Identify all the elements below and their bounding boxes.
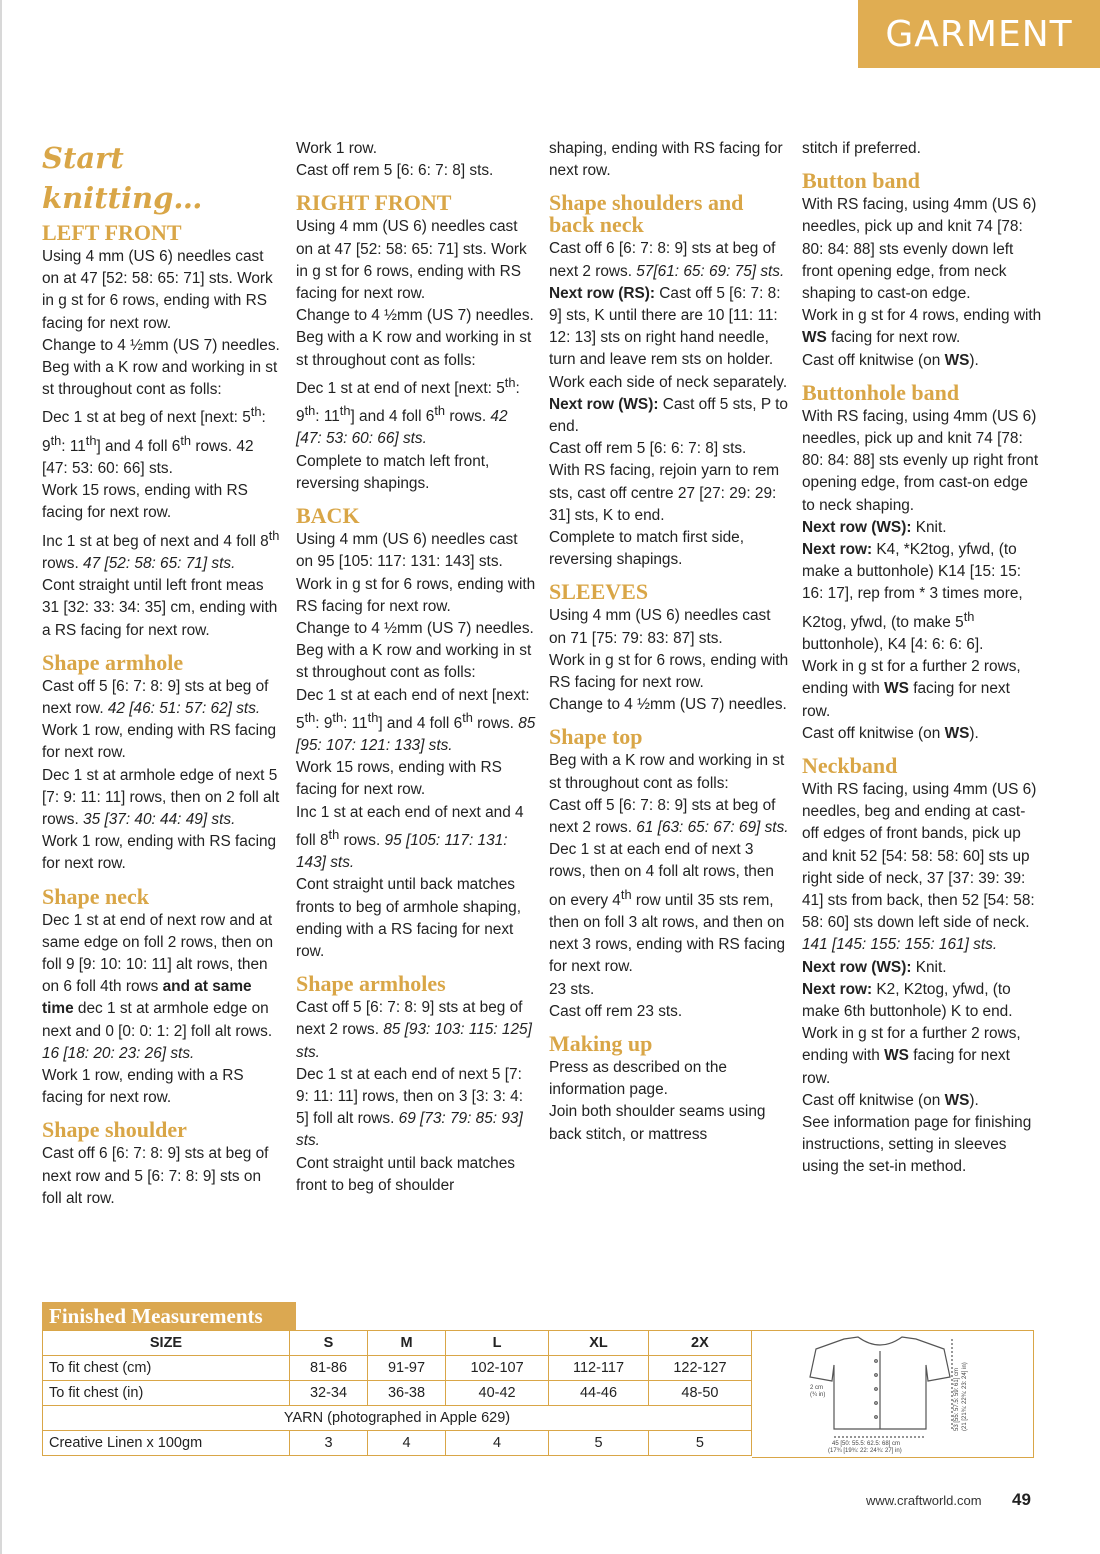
diagram-label: (17¾ [19¾: 22: 24¾: 27] in) bbox=[828, 1448, 902, 1454]
paragraph: Cast off 6 [6: 7: 8: 9] sts at beg of next row and 5 [6: 7: 8: 9] sts on foll alt row. bbox=[42, 1145, 269, 1207]
heading-shape-neck: Shape neck bbox=[42, 883, 149, 909]
paragraph: Next row: K4, *K2tog, yfwd, (to make a buttonhole) K14 [15: 15: 16: 17], rep from * 3 times more, K2tog, yfwd, (to make 5th buttonhole), K4 [4: 6: 6: 6]. bbox=[802, 541, 1023, 653]
heading-left-front: LEFT FRONT bbox=[42, 220, 182, 245]
cell: 5 bbox=[648, 1431, 751, 1456]
cell: 48-50 bbox=[648, 1381, 751, 1406]
paragraph: 23 sts. bbox=[549, 980, 595, 998]
paragraph: Work 1 row. bbox=[296, 140, 377, 157]
paragraph: Change to 4 ½mm (US 7) needles. bbox=[42, 336, 280, 354]
paragraph: Cast off 5 [6: 7: 8: 9] sts at beg of next row. 42 [46: 51: 57: 62] sts. bbox=[42, 677, 269, 718]
paragraph: Change to 4 ½mm (US 7) needles. bbox=[549, 696, 787, 714]
header-l: L bbox=[446, 1331, 549, 1356]
paragraph: Cast off rem 23 sts. bbox=[549, 1002, 683, 1020]
row-label: Creative Linen x 100gm bbox=[43, 1431, 290, 1456]
diagram-label: 53 [55: 57.5: 59: 61] cm bbox=[954, 1367, 960, 1431]
cell: 40-42 bbox=[446, 1381, 549, 1406]
paragraph: Complete to match left front, reversing shapings. bbox=[296, 452, 490, 492]
paragraph: Work 15 rows, ending with RS facing for next row. bbox=[42, 482, 248, 522]
row-label: To fit chest (cm) bbox=[43, 1356, 290, 1381]
diagram-label: 2 cm bbox=[810, 1385, 824, 1391]
paragraph: Work 1 row, ending with RS facing for next row. bbox=[42, 833, 277, 873]
header-size: SIZE bbox=[43, 1331, 290, 1356]
paragraph: Using 4 mm (US 6) needles cast on 71 [75: 79: 83: 87] sts. bbox=[549, 607, 771, 647]
heading-shape-shoulder: Shape shoulder bbox=[42, 1117, 187, 1143]
cell: 36-38 bbox=[368, 1381, 446, 1406]
paragraph: Work in g st for a further 2 rows, ending with WS facing for next row. bbox=[802, 1025, 1021, 1087]
paragraph: Cast off 6 [6: 7: 8: 9] sts at beg of next 2 rows. 57[61: 65: 69: 75] sts. bbox=[549, 240, 785, 280]
paragraph: Work in g st for 4 rows, ending with WS facing for next row. bbox=[802, 307, 1042, 347]
paragraph: Next row (RS): Cast off 5 [6: 7: 8: 9] sts, K until there are 10 [11: 11: 12: 13] sts on right hand needle, turn and leave rem sts on holder. bbox=[549, 284, 781, 369]
cell: 112-117 bbox=[549, 1356, 649, 1381]
paragraph: With RS facing, using 4mm (US 6) needles, pick up and knit 74 [78: 80: 84: 88] sts evenly down left front opening edge, from neck shaping to cast-on edge. bbox=[802, 196, 1037, 303]
heading-back: BACK bbox=[296, 503, 360, 529]
page-number: 49 bbox=[1012, 1490, 1031, 1509]
header-xl: XL bbox=[549, 1331, 649, 1356]
heading-shape-top: Shape top bbox=[549, 724, 643, 750]
paragraph: Work in g st for 6 rows, ending with RS facing for next row. bbox=[549, 651, 789, 692]
paragraph: Work 1 row, ending with a RS facing for next row. bbox=[42, 1067, 244, 1107]
paragraph: Work 15 rows, ending with RS facing for next row. bbox=[296, 759, 502, 799]
paragraph: Cast off rem 5 [6: 6: 7: 8] sts. bbox=[549, 440, 747, 458]
cell: 4 bbox=[368, 1431, 446, 1456]
cell: 91-97 bbox=[368, 1356, 446, 1381]
cell: 122-127 bbox=[648, 1356, 751, 1381]
paragraph: Dec 1 st at beg of next [next: 5th: 9th: 11th] and 4 foll 6th rows. 42 [47: 53: 60: 66] sts. bbox=[42, 404, 266, 478]
column-4 bbox=[802, 138, 1042, 1179]
cell: 44-46 bbox=[549, 1381, 649, 1406]
heading-buttonhole-band: Buttonhole band bbox=[802, 379, 960, 405]
paragraph: Next row: K2, K2tog, yfwd, (to make 6th buttonhole) K to end. bbox=[802, 980, 1013, 1021]
diagram-label: 45 [50: 55.5: 62.5: 68] cm bbox=[832, 1441, 901, 1447]
paragraph: With RS facing, using 4mm (US 6) needles, beg and ending at cast-off edges of front bands, pick up and knit 52 [54: 58: 58: 60] sts up right side of neck, 37 [37: 39: 39: 41] sts from back, then 52 [54: 58: 58: 60] sts down left side of neck. 141 [145: 155: 155: 161] sts. bbox=[802, 781, 1037, 954]
garment-schematic bbox=[752, 1331, 1032, 1457]
paragraph: Dec 1 st at each end of next [next: 5th: 9th: 11th] and 4 foll 6th rows. 85 [95: 107: 121: 133] sts. bbox=[296, 686, 536, 755]
paragraph: stitch if preferred. bbox=[802, 140, 921, 157]
paragraph: Join both shoulder seams using back stitch, or mattress bbox=[549, 1103, 766, 1143]
yarn-heading: YARN (photographed in Apple 629) bbox=[43, 1406, 752, 1431]
table-header-row bbox=[43, 1331, 752, 1356]
paragraph: Inc 1 st at beg of next and 4 foll 8th rows. 47 [52: 58: 65: 71] sts. bbox=[42, 527, 280, 573]
cell: 81-86 bbox=[290, 1356, 368, 1381]
paragraph: Using 4 mm (US 6) needles cast on at 47 [52: 58: 65: 71] sts. Work in g st for 6 rows, ending with RS facing for next row. bbox=[296, 218, 527, 303]
paragraph: Change to 4 ½mm (US 7) needles. bbox=[296, 307, 534, 325]
paragraph: Complete to match first side, reversing shapings. bbox=[549, 529, 745, 569]
header-m: M bbox=[368, 1331, 446, 1356]
heading-shape-armholes: Shape armholes bbox=[296, 971, 446, 997]
heading-shape-shoulders: Shape shoulders and back neck bbox=[549, 190, 744, 238]
cell: 3 bbox=[290, 1431, 368, 1456]
paragraph: Beg with a K row and working in st st throughout cont as folls: bbox=[42, 359, 278, 399]
paragraph: Dec 1 st at each end of next 5 [7: 9: 11: 11] rows, then on 3 [3: 3: 4: 5] foll alt rows. 69 [73: 79: 85: 93] sts. bbox=[296, 1065, 524, 1150]
paragraph: Cont straight until back matches front to beg of shoulder bbox=[296, 1154, 515, 1194]
diagram-label: (21 [21¾: 22¾: 23: 24] in) bbox=[962, 1362, 968, 1431]
column-1 bbox=[42, 138, 282, 1210]
column-3 bbox=[549, 138, 789, 1146]
cell: 32-34 bbox=[290, 1381, 368, 1406]
paragraph: Work each side of neck separately. bbox=[549, 373, 788, 391]
paragraph: Dec 1 st at armhole edge of next 5 [7: 9: 11: 11] rows, then on 2 foll alt rows. 35 [37: 40: 44: 49] sts. bbox=[42, 766, 280, 829]
paragraph: Cast off 5 [6: 7: 8: 9] sts at beg of next 2 rows. 85 [93: 103: 115: 125] sts. bbox=[296, 999, 532, 1061]
paragraph: With RS facing, rejoin yarn to rem sts, cast off centre 27 [27: 29: 29: 31] sts, K to end. bbox=[549, 462, 780, 524]
column-2 bbox=[296, 138, 536, 1197]
paragraph: Beg with a K row and working in st st throughout cont as folls: bbox=[549, 752, 785, 792]
cell: 102-107 bbox=[446, 1356, 549, 1381]
cell: 4 bbox=[446, 1431, 549, 1456]
paragraph: Beg with a K row and working in st st throughout cont as folls: bbox=[296, 329, 532, 369]
paragraph: Using 4 mm (US 6) needles cast on at 47 [52: 58: 65: 71] sts. Work in g st for 6 rows, ending with RS facing for next row. bbox=[42, 248, 273, 332]
table-row bbox=[43, 1356, 752, 1381]
start-heading: Start knitting… bbox=[42, 141, 203, 215]
paragraph: Cont straight until left front meas 31 [32: 33: 34: 35] cm, ending with a RS facing for next row. bbox=[42, 577, 278, 639]
heading-button-band: Button band bbox=[802, 168, 921, 194]
header-s: S bbox=[290, 1331, 368, 1356]
measurements-table bbox=[42, 1330, 752, 1456]
paragraph: Cast off knitwise (on WS). bbox=[802, 1091, 979, 1109]
paragraph: Using 4 mm (US 6) needles cast on 95 [105: 117: 131: 143] sts. bbox=[296, 531, 518, 571]
paragraph: Dec 1 st at end of next [next: 5th: 9th: 11th] and 4 foll 6th rows. 42 [47: 53: 60: 66] sts. bbox=[296, 374, 520, 448]
table-row bbox=[43, 1381, 752, 1406]
footer-url: www.craftworld.com bbox=[866, 1493, 982, 1508]
paragraph: Beg with a K row and working in st st throughout cont as folls: bbox=[296, 642, 532, 682]
diagram-label: (¾ in) bbox=[810, 1392, 826, 1398]
row-label: To fit chest (in) bbox=[43, 1381, 290, 1406]
heading-neckband: Neckband bbox=[802, 753, 898, 778]
paragraph: shaping, ending with RS facing for next row. bbox=[549, 140, 783, 180]
paragraph: Work in g st for 6 rows, ending with RS facing for next row. bbox=[296, 575, 536, 615]
heading-shape-armhole: Shape armhole bbox=[42, 649, 184, 675]
paragraph: Dec 1 st at each end of next 3 rows, then on 4 foll alt rows, then on every 4th row until 35 sts rem, then on foll 3 alt rows, and then on next 3 rows, ending with RS facing for next row. bbox=[549, 841, 786, 976]
paragraph: Work 1 row, ending with RS facing for next row. bbox=[42, 722, 277, 762]
garment-diagram-box bbox=[752, 1330, 1034, 1458]
page-edge-line bbox=[0, 0, 2, 1554]
paragraph: Next row (WS): Cast off 5 sts, P to end. bbox=[549, 395, 788, 436]
cell: 5 bbox=[549, 1431, 649, 1456]
paragraph: Next row (WS): Knit. bbox=[802, 958, 947, 976]
paragraph: Cast off knitwise (on WS). bbox=[802, 724, 979, 742]
paragraph: Cast off rem 5 [6: 6: 7: 8] sts. bbox=[296, 162, 494, 180]
paragraph: With RS facing, using 4mm (US 6) needles, pick up and knit 74 [78: 80: 84: 88] sts evenly up right front opening edge, from cast-on edge to neck shaping. bbox=[802, 407, 1039, 514]
section-tab: GARMENT bbox=[858, 0, 1100, 68]
paragraph: Cast off knitwise (on WS). bbox=[802, 351, 979, 369]
measurements-title: Finished Measurements bbox=[42, 1302, 296, 1330]
paragraph: Press as described on the information page. bbox=[549, 1059, 727, 1099]
paragraph: Cast off 5 [6: 7: 8: 9] sts at beg of next 2 rows. 61 [63: 65: 67: 69] sts. bbox=[549, 796, 789, 837]
paragraph: Change to 4 ½mm (US 7) needles. bbox=[296, 619, 534, 637]
heading-making-up: Making up bbox=[549, 1031, 653, 1057]
paragraph: See information page for finishing instructions, setting in sleeves using the set-in method. bbox=[802, 1114, 1032, 1176]
paragraph: Work in g st for a further 2 rows, ending with WS facing for next row. bbox=[802, 658, 1021, 720]
paragraph: Next row (WS): Knit. bbox=[802, 518, 947, 536]
paragraph: Dec 1 st at end of next row and at same edge on foll 2 rows, then on foll 9 [9: 10: 10: 11] alt rows, then on 6 foll 4th rows and at same time dec 1 st at armhole edge on next and 0 [0: 0: 1: 2] foll alt rows. 16 [18: 20: 23: 26] sts. bbox=[42, 911, 274, 1062]
table-row bbox=[43, 1431, 752, 1456]
header-2x: 2X bbox=[648, 1331, 751, 1356]
heading-right-front: RIGHT FRONT bbox=[296, 190, 452, 216]
paragraph: Cont straight until back matches fronts to beg of armhole shaping, ending with a RS facing for next row. bbox=[296, 876, 522, 960]
heading-sleeves: SLEEVES bbox=[549, 579, 649, 605]
paragraph: Inc 1 st at each end of next and 4 foll 8th rows. 95 [105: 117: 131: 143] sts. bbox=[296, 803, 524, 872]
yarn-header-row bbox=[43, 1406, 752, 1431]
